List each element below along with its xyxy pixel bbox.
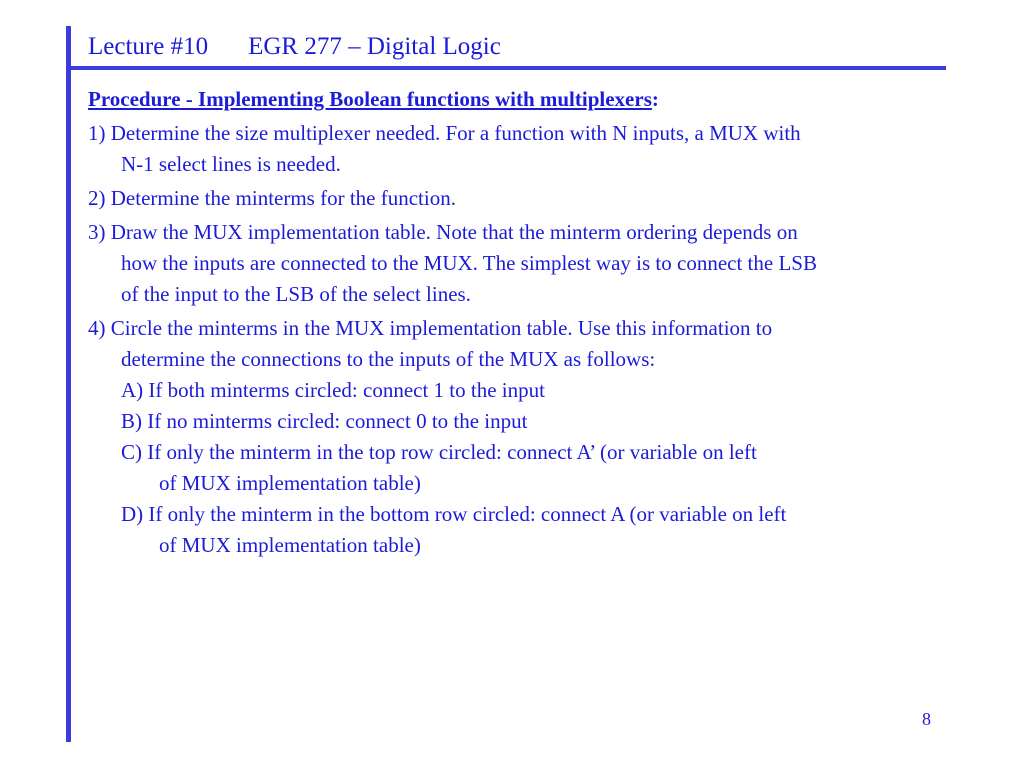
substep-a <box>88 375 988 406</box>
step-4 <box>88 313 988 561</box>
step-3-line-2: how the inputs are connected to the MUX. The simplest way is to connect the LSB <box>121 251 817 275</box>
substep-b-line-1: B) If no minterms circled: connect 0 to the input <box>121 409 528 433</box>
header-rule <box>66 66 946 70</box>
step-2 <box>88 183 988 214</box>
left-accent-bar <box>66 26 71 742</box>
substep-d-line-1: D) If only the minterm in the bottom row circled: connect A (or variable on left <box>121 502 787 526</box>
substep-d-line-2: of MUX implementation table) <box>159 533 421 557</box>
substep-a-line-1: A) If both minterms circled: connect 1 to the input <box>121 378 545 402</box>
substep-c-line-2: of MUX implementation table) <box>159 471 421 495</box>
step-3-line-1: 3) Draw the MUX implementation table. Note that the minterm ordering depends on <box>88 220 798 244</box>
page-number: 8 <box>922 709 931 729</box>
procedure-heading-colon: : <box>651 87 659 111</box>
procedure-heading <box>88 84 988 115</box>
step-1-line-2: N-1 select lines is needed. <box>121 152 341 176</box>
lecture-number: Lecture #10 <box>88 33 209 60</box>
course-title: EGR 277 – Digital Logic <box>248 33 501 60</box>
step-4-line-1: 4) Circle the minterms in the MUX implementation table. Use this information to <box>88 316 773 340</box>
step-2-line-1: 2) Determine the minterms for the function. <box>88 186 456 210</box>
slide-title <box>88 32 501 62</box>
step-3-line-3: of the input to the LSB of the select lines. <box>121 282 471 306</box>
substep-c <box>88 437 988 499</box>
step-3 <box>88 217 988 310</box>
substep-d <box>88 499 988 561</box>
step-1 <box>88 118 988 180</box>
substep-b <box>88 406 988 437</box>
slide-body <box>88 84 988 561</box>
procedure-heading-text: Procedure - Implementing Boolean functions with multiplexers <box>88 87 652 111</box>
step-4-line-2: determine the connections to the inputs of the MUX as follows: <box>121 347 656 371</box>
substep-c-line-1: C) If only the minterm in the top row circled: connect A’ (or variable on left <box>121 440 757 464</box>
step-1-line-1: 1) Determine the size multiplexer needed. For a function with N inputs, a MUX with <box>88 121 801 145</box>
